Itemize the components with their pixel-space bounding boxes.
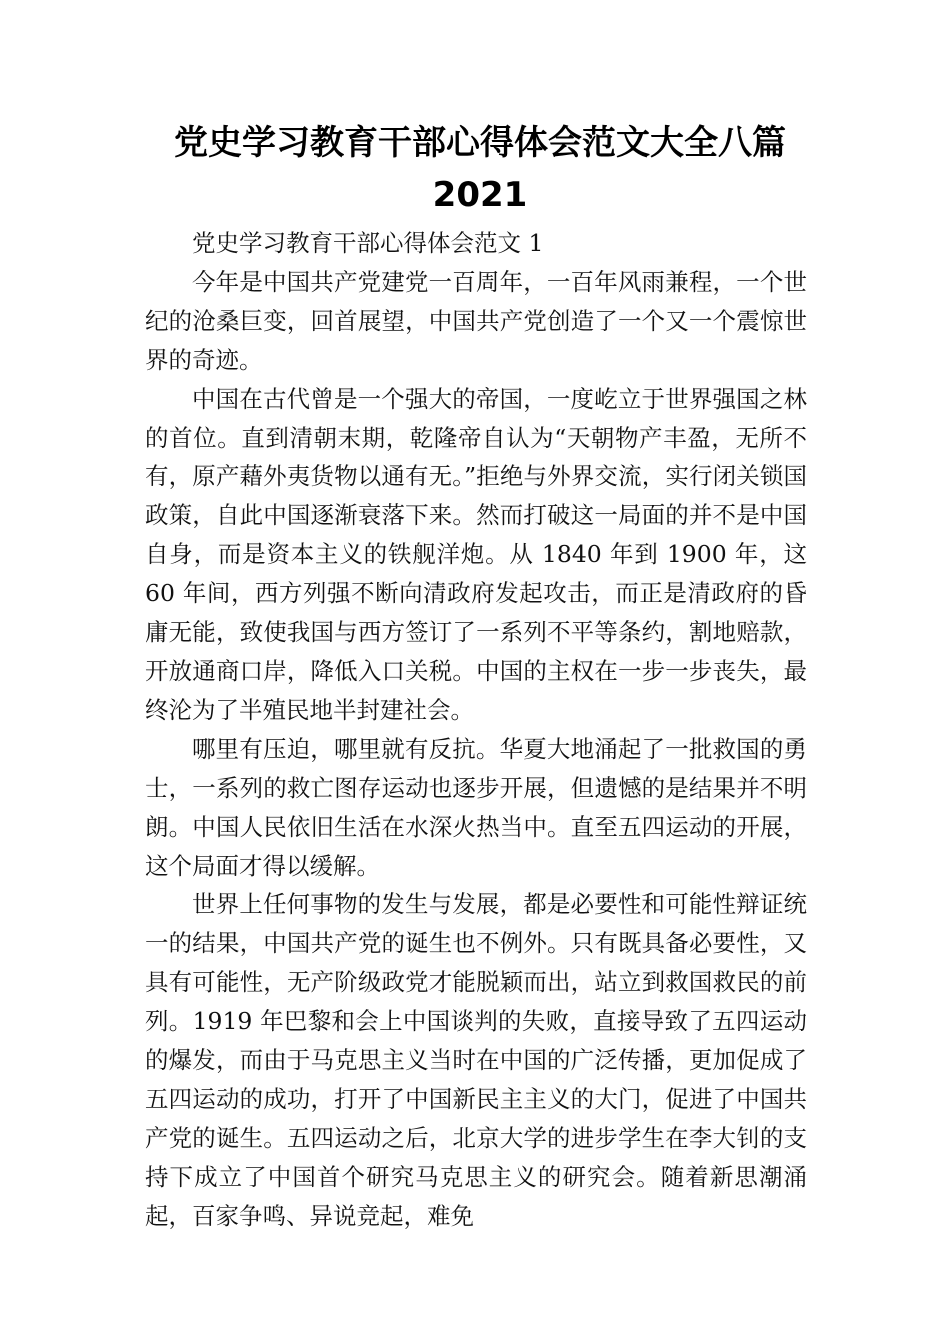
paragraph: 今年是中国共产党建党一百周年，一百年风雨兼程，一个世纪的沧桑巨变，回首展望，中国共产党创造了一个又一个震惊世界的奇迹。 bbox=[145, 267, 807, 374]
section-heading: 党史学习教育干部心得体会范文 1 bbox=[192, 229, 544, 257]
document-body bbox=[145, 224, 807, 1236]
document-title: 党史学习教育干部心得体会范文大全八篇 bbox=[174, 123, 786, 163]
paragraph: 中国在古代曾是一个强大的帝国，一度屹立于世界强国之林的首位。直到清朝末期，乾隆帝自认为“天朝物产丰盈，无所不有，原产藉外夷货物以通有无。”拒绝与外界交流，实行闭关锁国政策，自此中国逐渐衰落下来。然而打破这一局面的并不是中国自身，而是资本主义的铁舰洋炮。从 1840 年到 1900 年，这 60 年间，西方列强不断向清政府发起攻击，而正是清政府的昏庸无能，致使我国与西方签订了一系列不平等条约，割地赔款，开放通商口岸，降低入口关税。中国的主权在一步一步丧失，最终沦为了半殖民地半封建社会。 bbox=[145, 384, 807, 724]
document-title-year: 2021 bbox=[432, 175, 528, 215]
paragraph: 哪里有压迫，哪里就有反抗。华夏大地涌起了一批救国的勇士，一系列的救亡图存运动也逐步开展，但遗憾的是结果并不明朗。中国人民依旧生活在水深火热当中。直至五四运动的开展，这个局面才得以缓解。 bbox=[145, 734, 807, 880]
paragraph: 世界上任何事物的发生与发展，都是必要性和可能性辩证统一的结果，中国共产党的诞生也不例外。只有既具备必要性，又具有可能性，无产阶级政党才能脱颖而出，站立到救国救民的前列。1919 年巴黎和会上中国谈判的失败，直接导致了五四运动的爆发，而由于马克思主义当时在中国的广泛传播，更加促成了五四运动的成功，打开了中国新民主主义的大门，促进了中国共产党的诞生。五四运动之后，北京大学的进步学生在李大钊的支持下成立了中国首个研究马克思主义的研究会。随着新思潮涌起，百家争鸣、异说竞起，难免 bbox=[145, 890, 807, 1230]
